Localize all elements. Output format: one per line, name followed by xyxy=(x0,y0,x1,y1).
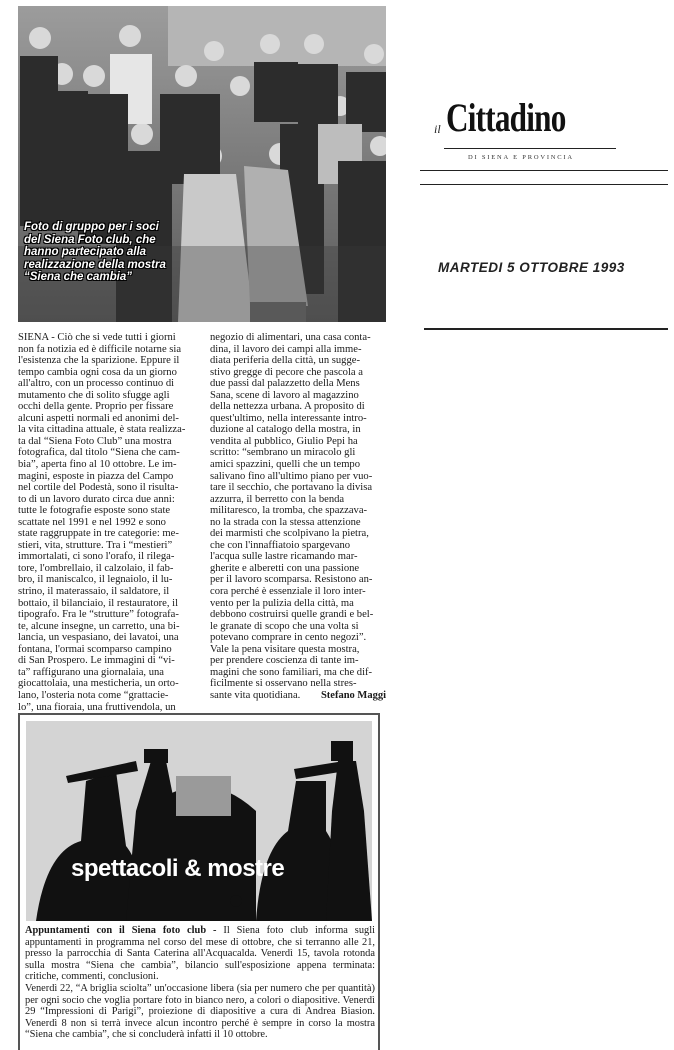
masthead-divider xyxy=(420,184,668,185)
masthead-prefix: il xyxy=(434,122,441,136)
events-heading: Appuntamenti con il Siena foto club - xyxy=(25,925,217,936)
events-banner xyxy=(26,721,372,921)
masthead-divider xyxy=(420,170,668,171)
events-paragraph-2: Venerdì 22, “A briglia sciolta” un'occasione libera (sia per numero che per quantità) per ogni socio che voglia portare foto in bianco nero, a colori o diapositive. Venerdì 29 “Impressioni di Parigi”, proiezione di diapositive a cura di Andrea Biasion. Venerdì 8 non si terrà invece alcun incontro perché è sempre in corso la mostra “Siena che cambia”, che si concluderà infatti il 10 ottobre. xyxy=(25,982,375,1041)
masthead-rule xyxy=(444,148,616,149)
events-paragraph-1-text: Il Siena foto club informa sugli appuntamenti in programma nel corso del mese di ottobre, che si terranno alle 21, presso la parrocchia di Santa Caterina all'Acquacalda. Venerdì 15, tavola rotonda sulla mostra “Siena che cambia”, bilancio sull'esposizione appena terminata: critiche, commenti, conclusioni. xyxy=(25,925,375,983)
events-box xyxy=(18,713,380,1050)
newspaper-subtitle: DI SIENA E PROVINCIA xyxy=(468,154,574,161)
article-column-left: SIENA - Ciò che si vede tutti i giorni non fa notizia ed è difficile notarne sia l'esistenza che la sparizione. Eppure il tempo cambia ogni cosa da un giorno all'altro, con un processo continuo di mutamento che di solito sfugge agli occhi della gente. Proprio per fissare alcuni aspetti normali ed anonimi del- la vita cittadina attuale, è stata realizza- ta dal “Siena Foto Club” una mostra fotografica, dal titolo “Siena che cam- bia”, aperta fino al 10 ottobre. Le im- magini, esposte in piazza del Campo nel cortile del Podestà, sono il risulta- to di un lavoro durato circa due anni: tutte le fotografie esposte sono state scattate nel 1991 e nel 1992 e sono state raggruppate in tre categorie: me- stieri, vita, strutture. Tra i “mestieri” immortalati, ci sono l'orafo, il rilega- tore, l'ombrellaio, il calzolaio, il fab- bro, il maniscalco, il legnaiolo, il lu- strino, il materassaio, il saldatore, il bottaio, il bilanciaio, il restauratore, il tipografo. Fra le “strutture” fotografa- te, alcune insegne, un carretto, una bi- lancia, un vespasiano, dei lavatoi, una fontana, l'ormai scomparso campino di San Prospero. Le immagini di “vi- ta” raffigurano una giornalaia, una giocattolaia, una mesticheria, un orto- lano, l'osteria nota come “grattacie- lo”, una fioraia, una fruttivendola, un xyxy=(18,332,186,713)
newspaper-masthead xyxy=(420,90,670,350)
article-byline: Stefano Maggi xyxy=(320,690,386,701)
events-text xyxy=(25,925,375,1041)
newspaper-title: Cittadino xyxy=(446,95,566,140)
events-paragraph-1 xyxy=(25,925,375,983)
masthead-divider xyxy=(424,328,668,330)
events-banner-label: spettacoli & mostre xyxy=(71,855,285,882)
photo-caption: Foto di gruppo per i soci del Siena Foto club, che hanno partecipato alla realizzazione della mostra “Siena che cambia” xyxy=(24,221,166,283)
silhouette-figures-illustration xyxy=(26,721,372,921)
issue-date: MARTEDI 5 OTTOBRE 1993 xyxy=(438,260,625,275)
article-column-right: negozio di alimentari, una casa conta- dina, il lavoro dei campi alla imme- diata periferia della città, un sugge- stivo gregge di pecore che pascola a due passi dal palazzetto della Mens Sana, scene di lavoro al magazzino della nettezza urbana. A proposito di quest'ultimo, nella interessante intro- duzione al catalogo della mostra, in vendita al pubblico, Giulio Pepi ha scritto: “sembrano un miracolo gli amici spazzini, quelli che un tempo salivano fino all'ultimo piano per vuo- tare il secchio, che portavano la divisa azzurra, il berretto con la benda militaresco, la tromba, che spazzava- no la strada con la stessa attenzione dei marmisti che scolpivano la pietra, che con l'innaffiatoio spargevano l'acqua sulle lastre ricamando mar- gherite e alberetti con una passione per il lavoro scomparsa. Resistono an- cora perché è essenziale il loro inter- vento per la pulizia della città, ma debbono costruirsi quelle grandi e bel- le granate di scopo che una volta si potevano comprare in cento negozi”. Vale la pena visitare questa mostra, per prendere coscienza di tante im- magini che sono familiari, ma che dif- ficilmente si osservano nella stres- sante vita quotidiana. xyxy=(210,332,374,701)
